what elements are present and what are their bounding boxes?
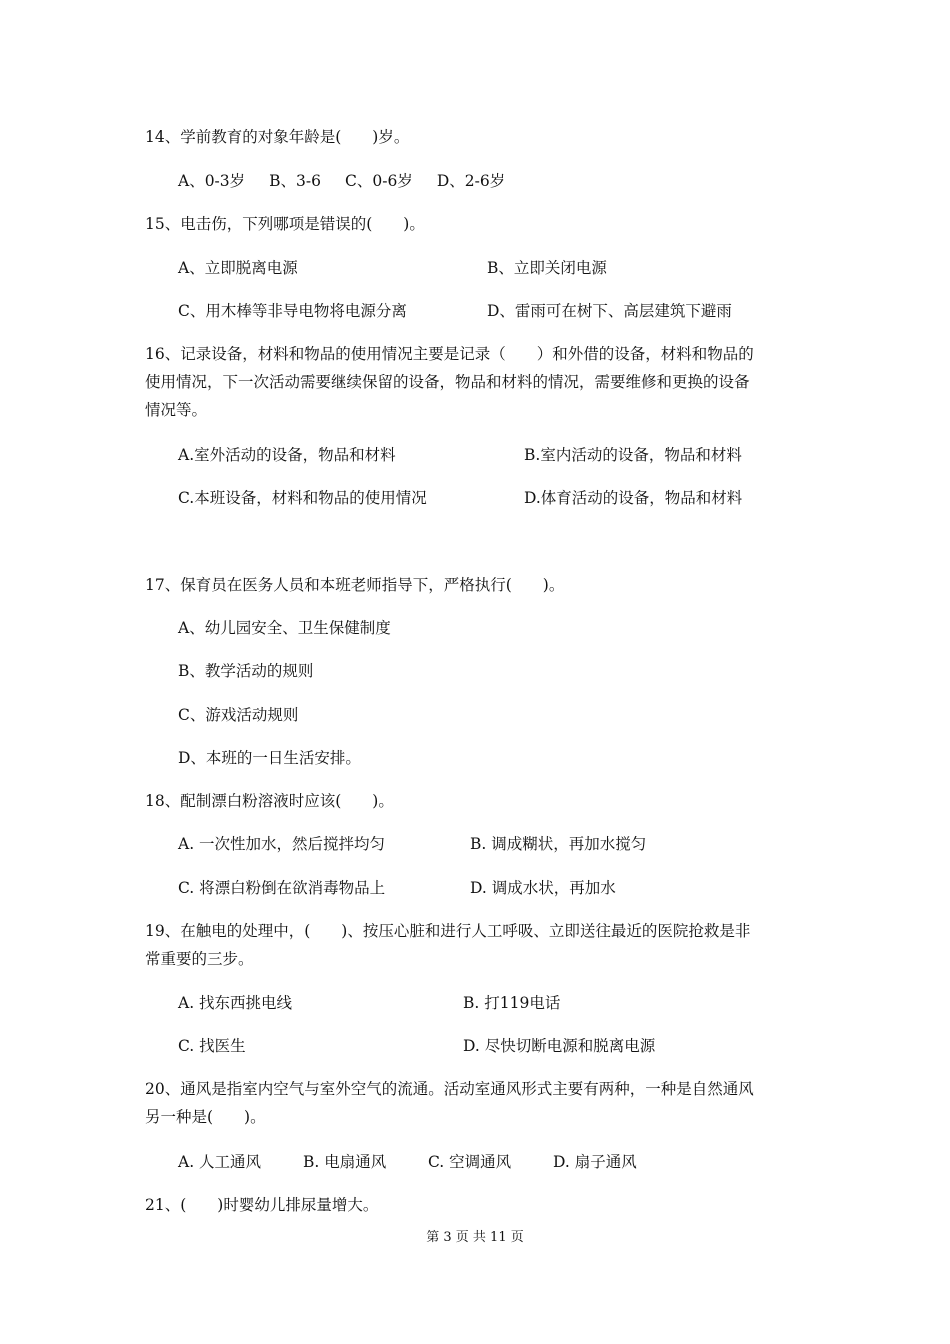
question-17-option-d: D、本班的一日生活安排。 [178, 749, 361, 767]
question-16-option-a: A.室外活动的设备，物品和材料 [178, 446, 396, 464]
question-18-option-d: D. 调成水状，再加水 [470, 879, 616, 897]
option-c: C、0-6岁 [345, 172, 413, 190]
question-16-option-d: D.体育活动的设备，物品和材料 [524, 489, 743, 507]
question-16-option-c: C.本班设备，材料和物品的使用情况 [178, 489, 427, 507]
question-19-option-a: A. 找东西挑电线 [178, 994, 293, 1012]
question-17-stem: 17、保育员在医务人员和本班老师指导下，严格执行( )。 [145, 576, 565, 594]
question-19-option-c: C. 找医生 [178, 1037, 246, 1055]
question-15-option-c: C、用木棒等非导电物将电源分离 [178, 302, 407, 320]
question-15-option-b: B、立即关闭电源 [487, 259, 607, 277]
question-18-option-c: C. 将漂白粉倒在欲消毒物品上 [178, 879, 386, 897]
question-19-stem-line-2: 常重要的三步。 [145, 950, 254, 968]
question-16-stem-line-3: 情况等。 [145, 401, 208, 419]
page-number-footer: 第 3 页 共 11 页 [426, 1230, 524, 1245]
question-14-stem: 14、学前教育的对象年龄是( )岁。 [145, 128, 410, 146]
question-15-option-a: A、立即脱离电源 [178, 259, 298, 277]
question-20-option-b: B. 电扇通风 [303, 1153, 387, 1171]
question-20-option-a: A. 人工通风 [178, 1153, 262, 1171]
question-14-options [178, 171, 529, 191]
question-20-stem-line-2: 另一种是( )。 [145, 1108, 266, 1126]
question-19-option-b: B. 打119电话 [463, 994, 561, 1012]
question-16-stem-line-1: 16、记录设备，材料和物品的使用情况主要是记录（ ）和外借的设备，材料和物品的 [145, 345, 754, 363]
question-17-option-b: B、教学活动的规则 [178, 662, 314, 680]
option-a: A、0-3岁 [178, 172, 246, 190]
question-16-option-b: B.室内活动的设备，物品和材料 [524, 446, 742, 464]
question-17-option-a: A、幼儿园安全、卫生保健制度 [178, 619, 391, 637]
question-15-option-d: D、雷雨可在树下、高层建筑下避雨 [487, 302, 732, 320]
question-15-stem: 15、电击伤，下列哪项是错误的( )。 [145, 215, 425, 233]
question-20-stem-line-1: 20、通风是指室内空气与室外空气的流通。活动室通风形式主要有两种，一种是自然通风 [145, 1080, 754, 1098]
question-18-option-a: A. 一次性加水，然后搅拌均匀 [178, 835, 386, 853]
option-b: B、3-6 [269, 172, 322, 190]
question-20-option-c: C. 空调通风 [428, 1153, 512, 1171]
option-d: D、2-6岁 [436, 172, 506, 190]
question-21-stem: 21、( )时婴幼儿排尿量增大。 [145, 1196, 379, 1214]
question-20-option-d: D. 扇子通风 [553, 1153, 637, 1171]
question-16-stem-line-2: 使用情况，下一次活动需要继续保留的设备，物品和材料的情况，需要维修和更换的设备 [145, 373, 750, 391]
question-18-stem: 18、配制漂白粉溶液时应该( )。 [145, 792, 394, 810]
question-19-stem-line-1: 19、在触电的处理中，( )、按压心脏和进行人工呼吸、立即送往最近的医院抢救是非 [145, 922, 751, 940]
question-19-option-d: D. 尽快切断电源和脱离电源 [463, 1037, 656, 1055]
question-17-option-c: C、游戏活动规则 [178, 706, 299, 724]
question-18-option-b: B. 调成糊状，再加水搅匀 [470, 835, 647, 853]
